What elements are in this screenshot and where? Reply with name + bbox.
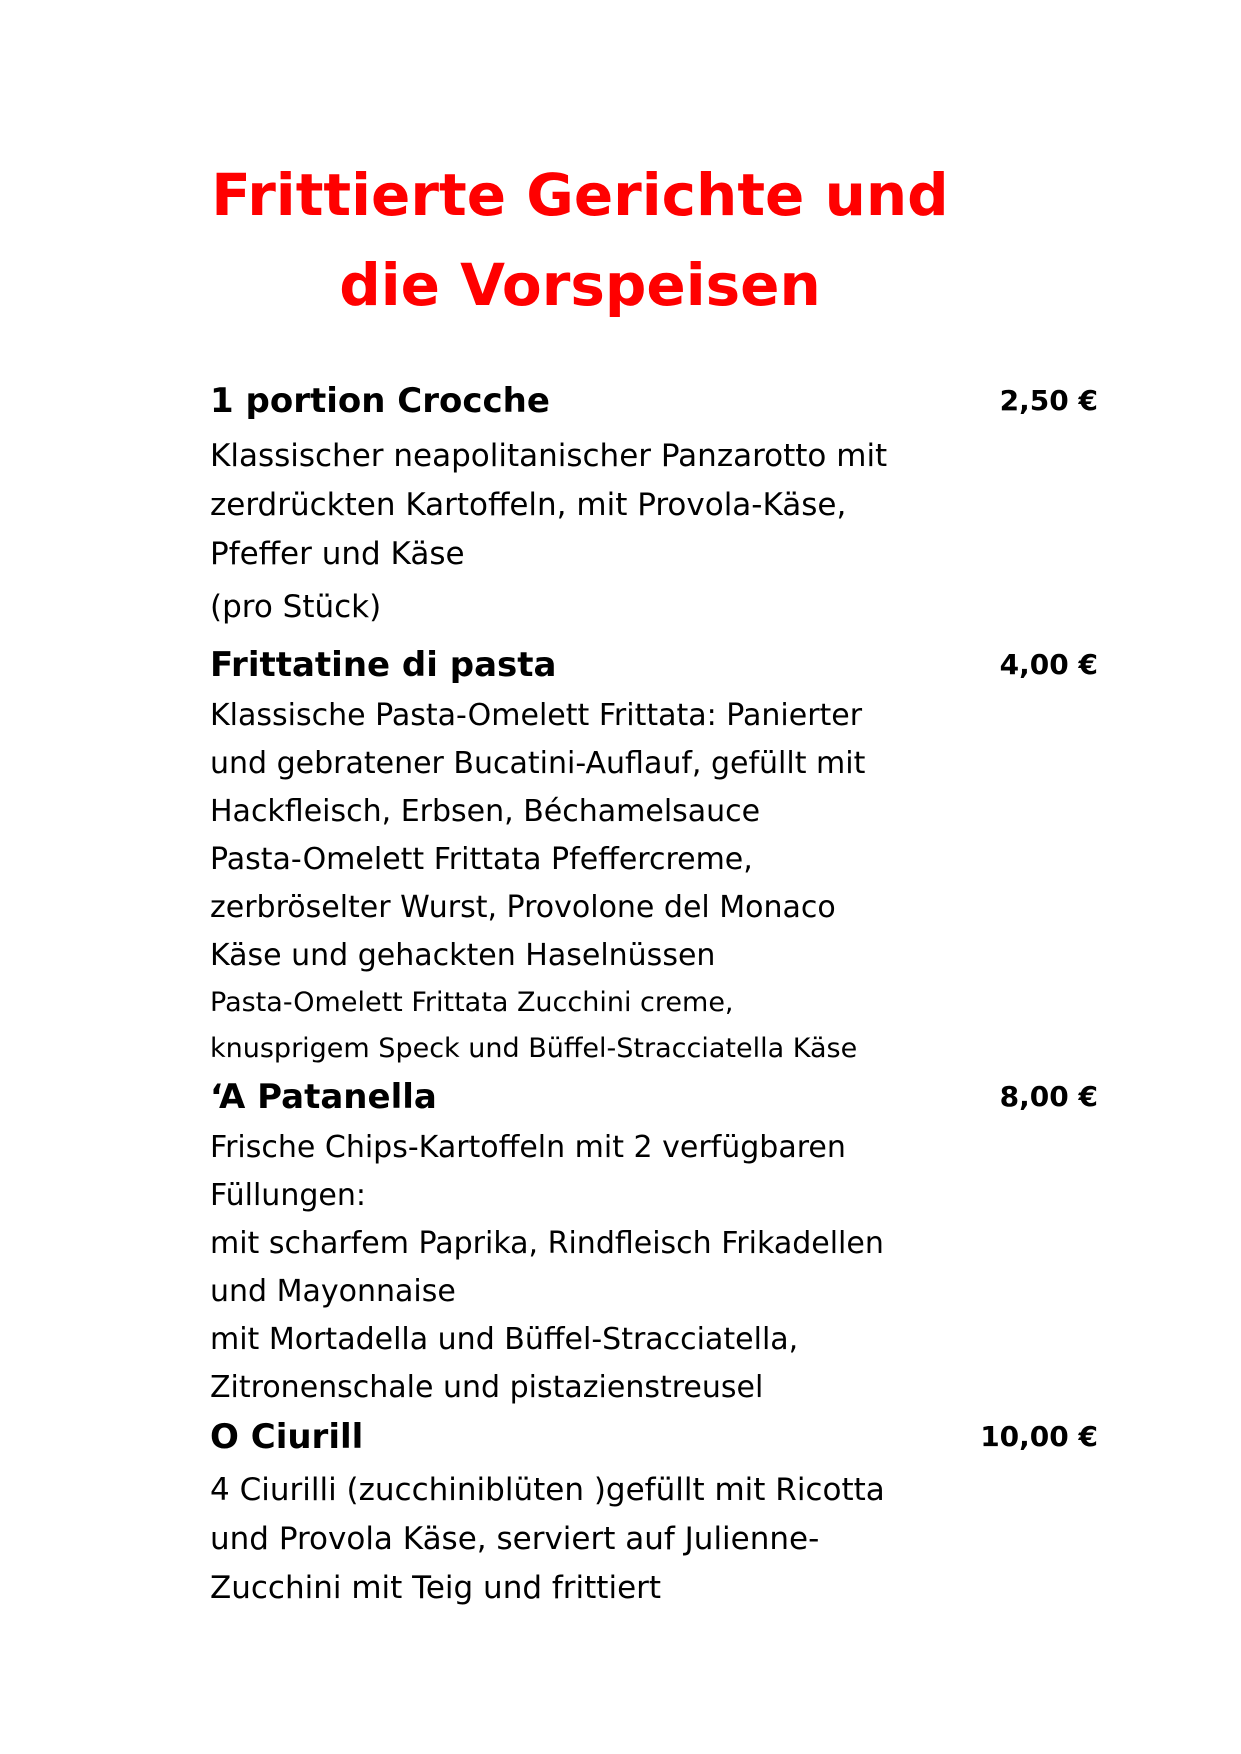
description-line: zerbröselter Wurst, Provolone del Monaco (210, 890, 836, 925)
description-line: zerdrückten Kartoffeln, mit Provola-Käse, (210, 487, 847, 523)
menu-item-price: 2,50 € (999, 384, 1098, 417)
menu-item-price: 10,00 € (980, 1420, 1098, 1453)
description-line: Pasta-Omelett Frittata Pfeffercreme, (210, 842, 753, 877)
menu-item-price: 8,00 € (999, 1080, 1098, 1113)
description-line: Hackfleisch, Erbsen, Béchamelsauce (210, 794, 761, 829)
menu-item-price: 4,00 € (999, 648, 1098, 681)
menu-item-name: 1 portion Crocche (210, 381, 550, 421)
menu-item-description (210, 1124, 884, 1412)
description-line: und Mayonnaise (210, 1274, 456, 1309)
description-line: 4 Ciurilli (zucchiniblüten )gefüllt mit Ricotta (210, 1472, 885, 1508)
menu-item-description (210, 432, 887, 632)
description-line: mit scharfem Paprika, Rindfleisch Frikadellen (210, 1226, 884, 1261)
menu-item-description (210, 1466, 885, 1613)
menu-item-name: Frittatine di pasta (210, 645, 557, 685)
description-line: Zitronenschale und pistazienstreusel (210, 1370, 764, 1405)
description-line: Käse und gehackten Haselnüssen (210, 938, 716, 973)
description-line: Pfeffer und Käse (210, 536, 465, 572)
description-line: und gebratener Bucatini-Auflauf, gefüllt mit (210, 746, 866, 781)
description-line: Füllungen: (210, 1178, 366, 1213)
menu-item-name: ‘A Patanella (210, 1077, 437, 1117)
page-title-line-1: Frittierte Gerichte und (211, 161, 949, 229)
description-line: und Provola Käse, serviert auf Julienne- (210, 1521, 820, 1557)
page-title-line-2: die Vorspeisen (339, 251, 821, 319)
description-line: knusprigem Speck und Büffel-Stracciatella Käse (210, 1033, 858, 1064)
menu-item-description (210, 692, 865, 1072)
description-line: Pasta-Omelett Frittata Zucchini creme, (210, 987, 734, 1018)
description-line: Klassische Pasta-Omelett Frittata: Panierter (210, 698, 863, 733)
description-line: (pro Stück) (210, 589, 382, 625)
menu-item-name: O Ciurill (210, 1417, 364, 1457)
description-line: mit Mortadella und Büffel-Stracciatella, (210, 1322, 799, 1357)
description-line: Frische Chips-Kartoffeln mit 2 verfügbaren (210, 1130, 846, 1165)
description-line: Klassischer neapolitanischer Panzarotto mit (210, 438, 888, 474)
description-line: Zucchini mit Teig und frittiert (210, 1570, 662, 1606)
